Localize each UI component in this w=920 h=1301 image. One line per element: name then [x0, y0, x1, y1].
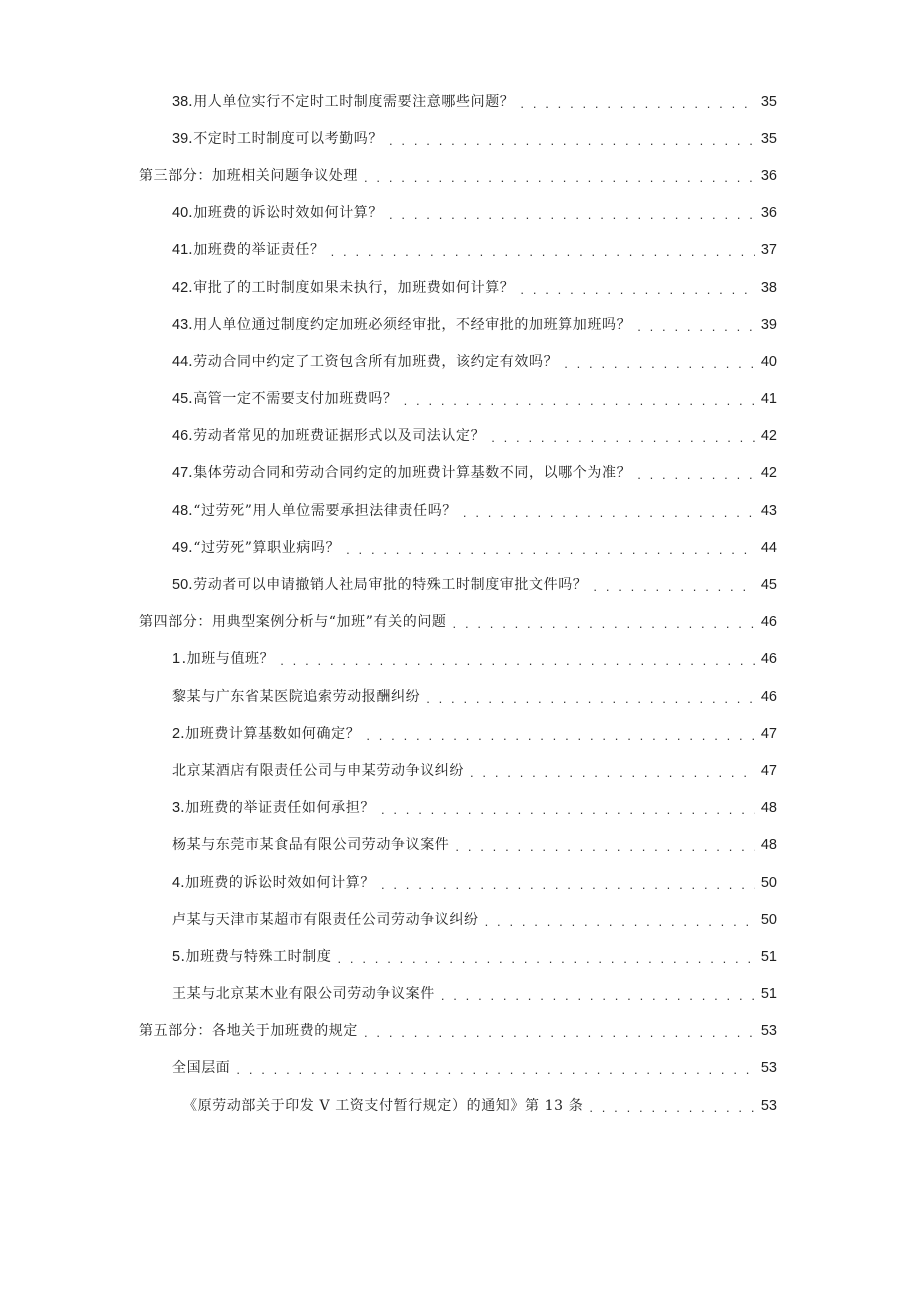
- toc-entry-number: 2: [172, 725, 181, 742]
- toc-entry-page: 36: [760, 205, 777, 222]
- toc-entry-number: 49: [172, 539, 189, 556]
- toc-entry-page: 45: [760, 577, 777, 594]
- toc-entry[interactable]: [0, 790, 920, 827]
- toc-entry-title: .不定时工时制度可以考勤吗？: [188, 130, 383, 147]
- toc-entry[interactable]: [0, 232, 920, 269]
- toc-entry[interactable]: [0, 120, 920, 157]
- toc-entry-page: 46: [760, 651, 777, 668]
- toc-entry-page: 48: [760, 837, 777, 854]
- toc-entry-page: 50: [760, 874, 777, 891]
- toc-entry-number: 42: [172, 279, 189, 296]
- toc-entry-page: 35: [760, 93, 777, 110]
- toc-entry[interactable]: [0, 1087, 920, 1124]
- toc-dot-leader: [520, 94, 755, 114]
- toc-entry-title: .劳动者常见的加班费证据形式以及司法认定？: [188, 428, 486, 445]
- toc-dot-leader: [491, 428, 755, 448]
- toc-entry-title: .加班费计算基数如何确定？: [180, 725, 361, 742]
- toc-entry[interactable]: [0, 604, 920, 641]
- toc-entry-page: 35: [760, 130, 777, 147]
- toc-entry-title: .用人单位通过制度约定加班必须经审批，不经审批的加班算加班吗？: [188, 316, 632, 333]
- toc-entry[interactable]: [0, 529, 920, 566]
- toc-dot-leader: [331, 242, 755, 262]
- toc-dot-leader: [455, 837, 755, 857]
- toc-entry-title: 王某与北京某木业有限公司劳动争议案件: [172, 986, 435, 1003]
- toc-entry-title: 全国层面: [172, 1060, 231, 1077]
- toc-dot-leader: [426, 689, 755, 709]
- toc-entry-title: .“过劳死”算职业病吗？: [188, 539, 341, 556]
- toc-entry-page: 50: [760, 911, 777, 928]
- toc-entry-number: 39: [172, 130, 189, 147]
- toc-entry-title: .“过劳死”用人单位需要承担法律责任吗？: [188, 502, 457, 519]
- toc-entry[interactable]: [0, 1013, 920, 1050]
- toc-entry-number: 50: [172, 577, 189, 594]
- toc-entry-page: 42: [760, 428, 777, 445]
- toc-entry-page: 53: [760, 1097, 777, 1114]
- toc-entry[interactable]: [0, 864, 920, 901]
- toc-dot-leader: [364, 1023, 755, 1043]
- toc-dot-leader: [346, 540, 755, 560]
- toc-dot-leader: [637, 465, 755, 485]
- toc-entry-page: 48: [760, 800, 777, 817]
- toc-dot-leader: [280, 651, 755, 671]
- toc-entry-page: 41: [760, 391, 777, 408]
- toc-entry-title: 第三部分：加班相关问题争议处理: [139, 167, 358, 184]
- toc-entry-page: 53: [760, 1023, 777, 1040]
- toc-entry-title: .高管一定不需要支付加班费吗？: [188, 391, 398, 408]
- toc-entry-title: .加班费的诉讼时效如何计算？: [180, 874, 375, 891]
- toc-dot-leader: [236, 1060, 755, 1080]
- toc-entry-title: 第五部分：各地关于加班费的规定: [139, 1023, 358, 1040]
- toc-entry-page: 46: [760, 688, 777, 705]
- toc-entry-page: 40: [760, 353, 777, 370]
- toc-entry-number: 40: [172, 205, 189, 222]
- toc-entry[interactable]: [0, 566, 920, 603]
- toc-entry[interactable]: [0, 901, 920, 938]
- toc-entry-number: 4: [172, 874, 181, 891]
- toc-entry[interactable]: [0, 976, 920, 1013]
- toc-entry-page: 51: [760, 948, 777, 965]
- toc-dot-leader: [463, 503, 755, 523]
- toc-entry-title: 卢某与天津市某超市有限责任公司劳动争议纠纷: [172, 911, 479, 928]
- toc-dot-leader: [520, 280, 755, 300]
- toc-entry-title: 杨某与东莞市某食品有限公司劳动争议案件: [172, 837, 450, 854]
- toc-entry-title: 第四部分：用典型案例分析与“加班”有关的问题: [139, 614, 447, 631]
- toc-entry[interactable]: [0, 195, 920, 232]
- toc-entry[interactable]: [0, 343, 920, 380]
- toc-entry-title: .劳动合同中约定了工资包含所有加班费，该约定有效吗？: [188, 353, 559, 370]
- toc-dot-leader: [593, 577, 755, 597]
- toc-entry-title: .加班费的举证责任？: [188, 242, 325, 259]
- toc-entry-title: .加班与值班？: [181, 651, 275, 668]
- toc-entry[interactable]: [0, 752, 920, 789]
- toc-entry[interactable]: [0, 381, 920, 418]
- toc-dot-leader: [470, 763, 755, 783]
- toc-entry-title: .加班费的举证责任如何承担？: [180, 800, 375, 817]
- toc-entry-number: 3: [172, 800, 181, 817]
- toc-dot-leader: [564, 354, 755, 374]
- toc-dot-leader: [453, 614, 755, 634]
- toc-entry-page: 47: [760, 762, 777, 779]
- toc-entry-title: .加班费的诉讼时效如何计算？: [188, 205, 383, 222]
- toc-entry[interactable]: [0, 938, 920, 975]
- toc-dot-leader: [441, 986, 755, 1006]
- toc-entry-number: 1: [172, 651, 181, 668]
- toc-entry-title: 北京某酒店有限责任公司与申某劳动争议纠纷: [172, 762, 464, 779]
- toc-entry-page: 36: [760, 167, 777, 184]
- toc-entry[interactable]: [0, 418, 920, 455]
- toc-dot-leader: [381, 875, 755, 895]
- toc-entry[interactable]: [0, 641, 920, 678]
- toc-entry-page: 46: [760, 614, 777, 631]
- toc-entry-number: 44: [172, 353, 189, 370]
- toc-entry-number: 41: [172, 242, 189, 259]
- toc-entry-page: 47: [760, 725, 777, 742]
- toc-dot-leader: [389, 131, 755, 151]
- toc-entry-page: 43: [760, 502, 777, 519]
- toc-entry[interactable]: [0, 157, 920, 194]
- toc-entry-number: 45: [172, 391, 189, 408]
- toc-entry-title: .加班费与特殊工时制度: [180, 948, 332, 965]
- toc-entry-title: .用人单位实行不定时工时制度需要注意哪些问题？: [188, 93, 515, 110]
- toc-entry-number: 47: [172, 465, 189, 482]
- toc-entry-number: 48: [172, 502, 189, 519]
- toc-entry[interactable]: [0, 306, 920, 343]
- toc-dot-leader: [589, 1098, 755, 1118]
- table-of-contents: [0, 83, 920, 1124]
- toc-entry-page: 37: [760, 242, 777, 259]
- toc-entry[interactable]: [0, 83, 920, 120]
- toc-entry[interactable]: [0, 1050, 920, 1087]
- toc-entry-title: 黎某与广东省某医院追索劳动报酬纠纷: [172, 688, 421, 705]
- toc-entry-page: 42: [760, 465, 777, 482]
- toc-entry[interactable]: [0, 827, 920, 864]
- toc-dot-leader: [485, 912, 755, 932]
- toc-entry-page: 38: [760, 279, 777, 296]
- toc-entry-number: 43: [172, 316, 189, 333]
- toc-entry[interactable]: [0, 715, 920, 752]
- toc-entry-number: 46: [172, 428, 189, 445]
- toc-entry-number: 38: [172, 93, 189, 110]
- toc-entry[interactable]: [0, 455, 920, 492]
- toc-entry-page: 51: [760, 986, 777, 1003]
- toc-entry-title: .审批了的工时制度如果未执行，加班费如何计算？: [188, 279, 515, 296]
- toc-dot-leader: [389, 205, 755, 225]
- toc-dot-leader: [637, 317, 755, 337]
- toc-entry-title: 《原劳动部关于印发 V 工资支付暂行规定）的通知》第 13 条: [183, 1097, 584, 1114]
- toc-entry-title: .劳动者可以申请撤销人社局审批的特殊工时制度审批文件吗？: [188, 577, 588, 594]
- toc-dot-leader: [364, 168, 755, 188]
- toc-entry-page: 39: [760, 316, 777, 333]
- toc-dot-leader: [404, 391, 755, 411]
- toc-entry-page: 44: [760, 539, 777, 556]
- toc-entry-page: 53: [760, 1060, 777, 1077]
- toc-entry[interactable]: [0, 492, 920, 529]
- toc-entry[interactable]: [0, 269, 920, 306]
- toc-entry[interactable]: [0, 678, 920, 715]
- toc-dot-leader: [381, 800, 755, 820]
- toc-entry-title: .集体劳动合同和劳动合同约定的加班费计算基数不同，以哪个为准？: [188, 465, 632, 482]
- toc-dot-leader: [366, 726, 755, 746]
- toc-dot-leader: [338, 949, 756, 969]
- toc-entry-number: 5: [172, 948, 181, 965]
